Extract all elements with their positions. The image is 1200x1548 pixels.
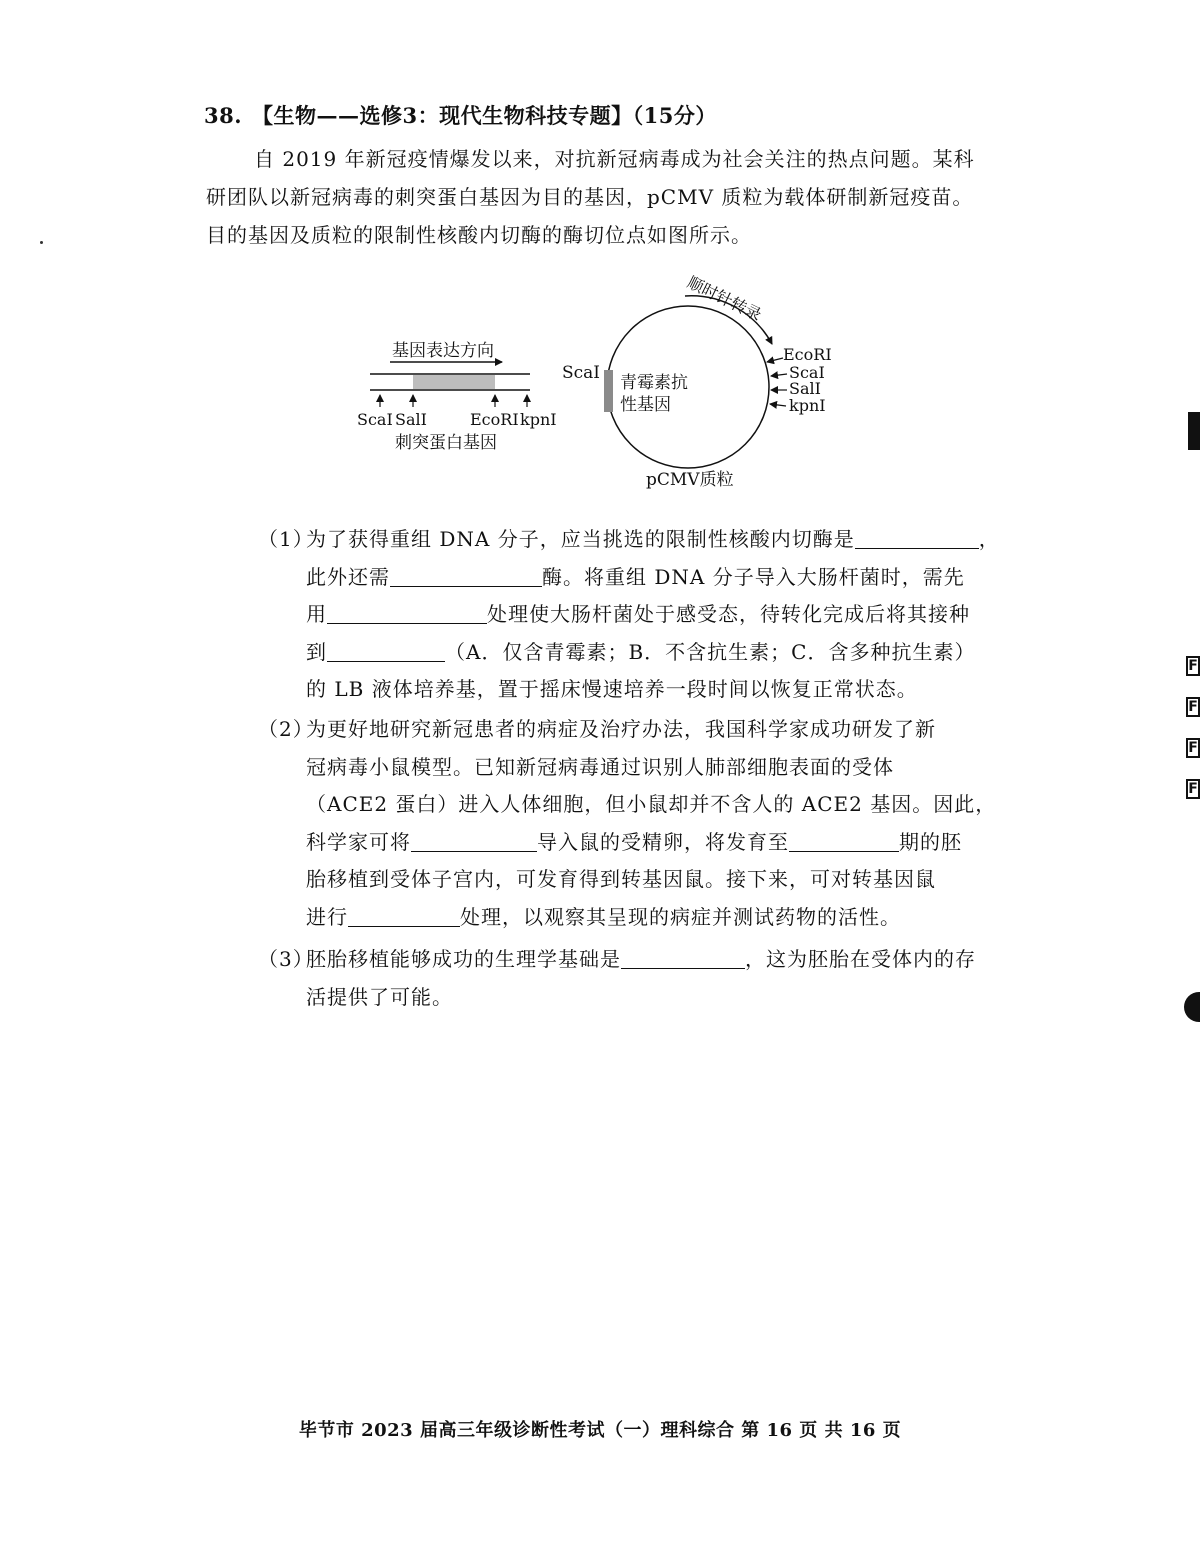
site-arrow — [771, 374, 787, 376]
part-label: （3） — [258, 947, 314, 971]
answer-blank[interactable] — [411, 829, 537, 852]
scan-edge-mark — [1184, 992, 1200, 1022]
question-intro — [206, 140, 996, 254]
site-arrow — [767, 358, 783, 362]
site-arrow — [770, 404, 786, 406]
resistance-gene-label: 性基因 — [620, 395, 671, 415]
answer-blank[interactable] — [348, 904, 460, 927]
gene-site-label: kpnI — [520, 410, 557, 429]
plasmid-name: pCMV质粒 — [646, 470, 734, 490]
side-mark: F — [1186, 779, 1200, 799]
gene-name: 刺突蛋白基因 — [395, 433, 497, 453]
part-label: （2） — [258, 717, 314, 741]
gene-site-label: SalI — [395, 410, 427, 429]
scan-edge-mark — [1188, 412, 1200, 450]
plasmid-site-right: EcoRI — [783, 345, 832, 364]
gene-site-label: ScaI — [357, 410, 393, 429]
page-footer: 毕节市 2023 届高三年级诊断性考试（一）理科综合 第 16 页 共 16 页 — [298, 1420, 902, 1441]
scan-speck — [40, 241, 43, 244]
side-mark: F — [1186, 738, 1200, 758]
gene-direction-label: 基因表达方向 — [392, 341, 494, 361]
answer-blank[interactable] — [621, 946, 745, 969]
plasmid-site-right: kpnI — [789, 396, 826, 415]
question-title — [204, 100, 717, 130]
answer-blank[interactable] — [855, 526, 979, 549]
plasmid-site-right: ScaI — [789, 363, 825, 382]
resistance-gene-block — [604, 370, 613, 412]
part-label: （1） — [258, 527, 314, 551]
question-part-3: （3） 胚胎移植能够成功的生理学基础是 ，这为胚胎在受体内的存 活提供了可能。 — [258, 941, 1003, 1016]
gene-diagram — [357, 341, 557, 453]
plasmid-site-right: SalI — [789, 379, 821, 398]
plasmid-site-left: ScaI — [562, 363, 601, 383]
plasmid-direction-label: 顺时针转录 — [684, 272, 765, 325]
answer-blank[interactable] — [327, 639, 445, 662]
answer-blank[interactable] — [789, 829, 899, 852]
side-mark: F — [1186, 697, 1200, 717]
intro-line: 自 2019 年新冠疫情爆发以来，对抗新冠病毒成为社会关注的热点问题。某科 — [254, 147, 975, 171]
answer-blank[interactable] — [327, 601, 487, 624]
restriction-site-diagram — [340, 272, 860, 492]
question-heading: 【生物——选修3：现代生物科技专题】（15分） — [252, 103, 717, 128]
intro-line: 研团队以新冠病毒的刺突蛋白基因为目的基因，pCMV 质粒为载体研制新冠疫苗。 — [206, 185, 974, 209]
plasmid-diagram — [562, 273, 832, 490]
answer-blank[interactable] — [390, 564, 542, 587]
resistance-gene-label: 青霉素抗 — [620, 373, 688, 393]
intro-line: 目的基因及质粒的限制性核酸内切酶的酶切位点如图所示。 — [206, 223, 752, 247]
question-part-2: （2） 为更好地研究新冠患者的病症及治疗办法，我国科学家成功研发了新 冠病毒小鼠模型。已知新冠病毒通过识别人肺部细胞表面的受体 （ACE2 蛋白）进入人体细胞，但小鼠却并不含人的 ACE2 基因。因此， 科学家可将 导入鼠的受精卵，将发育至 期的胚 胎移植到受体子宫内，可发育得到转基因鼠。接下来，可对转基因鼠 进行 处理，以观察其呈现的病症并测试药物的活性。 — [258, 711, 1003, 936]
question-number: 38. — [204, 103, 243, 128]
side-mark: F — [1186, 656, 1200, 676]
spike-gene-region — [413, 375, 495, 389]
gene-site-label: EcoRI — [470, 410, 519, 429]
question-part-1: （1） 为了获得重组 DNA 分子，应当挑选的限制性核酸内切酶是 ， 此外还需 酶。将重组 DNA 分子导入大肠杆菌时，需先 用 处理使大肠杆菌处于感受态，待转化完成后将其接种 到 （A．仅含青霉素；B．不含抗生素；C．含多种抗生素） 的 LB 液体培养基，置于摇床慢速培养一段时间以恢复正常状态。 — [258, 521, 1003, 709]
